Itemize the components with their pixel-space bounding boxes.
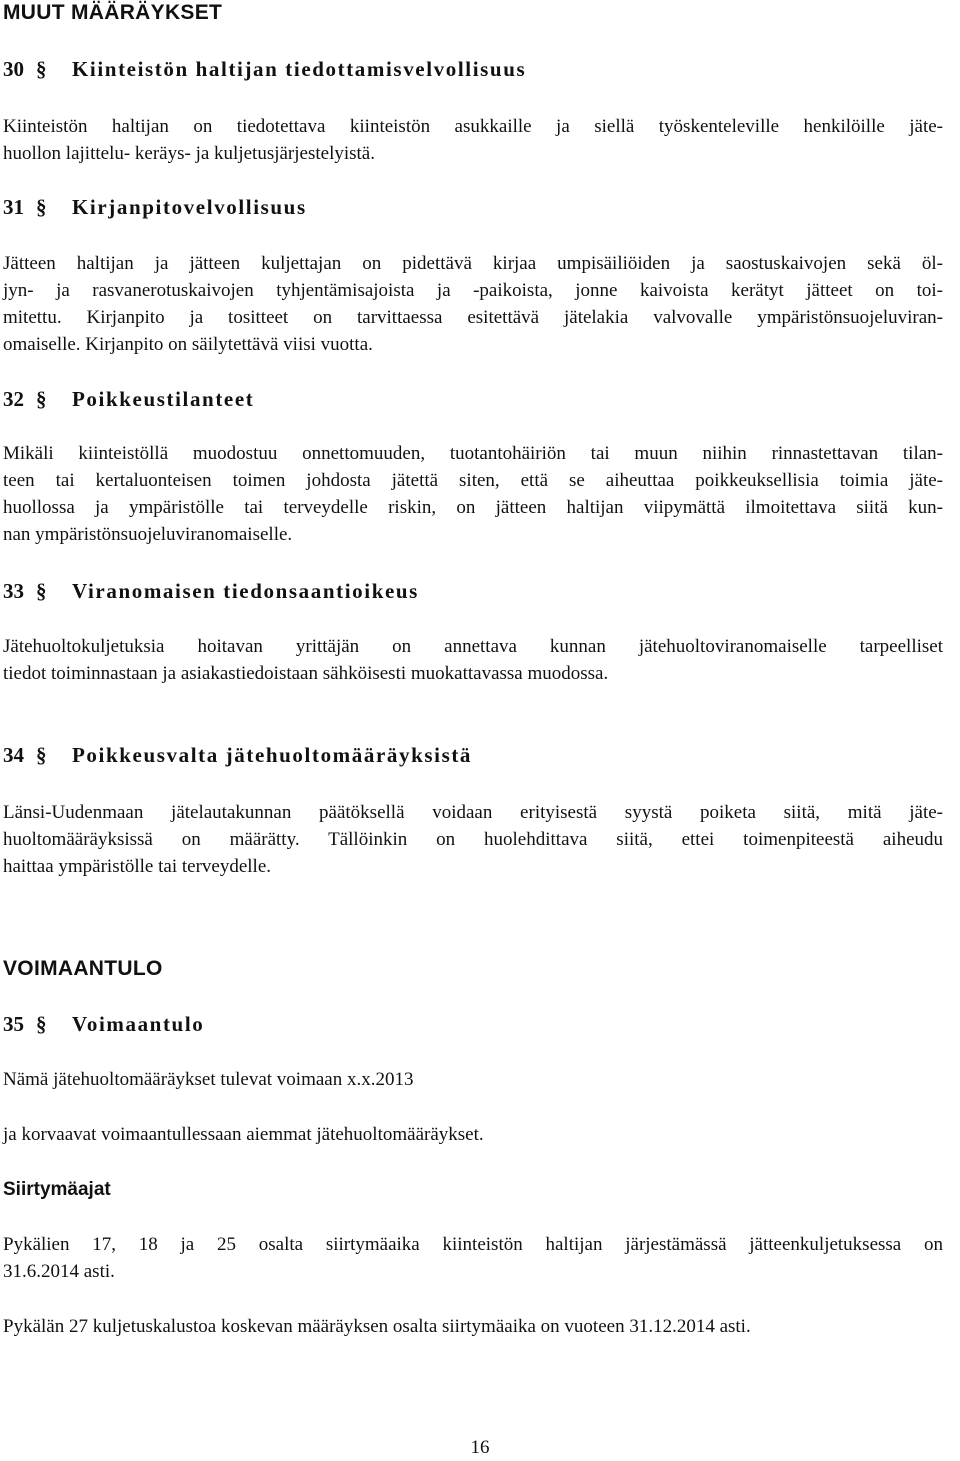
section-number: 32 xyxy=(3,387,24,411)
transition-periods-heading: Siirtymäajat xyxy=(3,1179,111,1200)
text-line: Nämä jätehuoltomääräykset tulevat voimaan x.x.2013 xyxy=(3,1069,414,1090)
text-line: Jätteen haltijan ja jätteen kuljettajan on pidettävä kirjaa umpisäiliöiden ja saostuskaivojen sekä öl- xyxy=(3,253,943,274)
text-line: Mikäli kiinteistöllä muodostuu onnettomuuden, tuotantohäiriön tai muun niihin rinnastettavan tilan- xyxy=(3,443,943,464)
section-title: Kiinteistön haltijan tiedottamisvelvollisuus xyxy=(72,57,527,81)
section-35-paragraph-1 xyxy=(3,1066,943,1093)
section-sign: § xyxy=(36,57,47,81)
text-line: huollossa ja ympäristölle tai terveydelle riskin, on jätteen haltijan viipymättä ilmoitettava siitä kun- xyxy=(3,497,943,518)
page-number: 16 xyxy=(470,1437,490,1458)
text-line: Pykälän 27 kuljetuskalustoa koskevan määräyksen osalta siirtymäaika on vuoteen 31.12.2014 asti. xyxy=(3,1316,751,1337)
text-line: tiedot toiminnastaan ja asiakastiedoistaan sähköisesti muokattavassa muodossa. xyxy=(3,663,609,684)
chapter-heading-voimaantulo: VOIMAANTULO xyxy=(3,957,163,980)
section-title: Poikkeustilanteet xyxy=(72,387,255,411)
section-number: 31 xyxy=(3,195,24,219)
section-sign: § xyxy=(36,743,47,767)
text-line: Pykälien 17, 18 ja 25 osalta siirtymäaika kiinteistön haltijan järjestämässä jätteenkuljetuksessa on xyxy=(3,1234,943,1255)
section-sign: § xyxy=(36,387,47,411)
section-33-heading xyxy=(3,578,943,604)
section-title: Voimaantulo xyxy=(72,1012,205,1036)
section-number: 34 xyxy=(3,743,24,767)
section-35-heading xyxy=(3,1011,943,1037)
section-number: 35 xyxy=(3,1012,24,1036)
section-title: Poikkeusvalta jätehuoltomääräyksistä xyxy=(72,743,473,767)
text-line: Jätehuoltokuljetuksia hoitavan yrittäjän on annettava kunnan jätehuoltoviranomaiselle tarpeelliset xyxy=(3,636,943,657)
section-30-paragraph xyxy=(3,113,943,167)
section-sign: § xyxy=(36,195,47,219)
text-line: huoltomääräyksissä on määrätty. Tällöinkin on huolehdittava siitä, ettei toimenpiteestä aiheudu xyxy=(3,829,943,850)
text-line: jyn- ja rasvanerotuskaivojen tyhjentämisajoista ja -paikoista, jonne kaivoista kerätyt jätteet on toi- xyxy=(3,280,943,301)
text-line: 31.6.2014 asti. xyxy=(3,1261,115,1282)
text-line: omaiselle. Kirjanpito on säilytettävä viisi vuotta. xyxy=(3,334,373,355)
chapter-heading-muut-maaraykset: MUUT MÄÄRÄYKSET xyxy=(3,1,223,24)
text-line: haittaa ympäristölle tai terveydelle. xyxy=(3,856,272,877)
section-33-paragraph xyxy=(3,633,943,687)
section-sign: § xyxy=(36,1012,47,1036)
text-line: Länsi-Uudenmaan jätelautakunnan päätöksellä voidaan erityisestä syystä poiketa siitä, mitä jäte- xyxy=(3,802,943,823)
text-line: Kiinteistön haltijan on tiedotettava kiinteistön asukkaille ja siellä työskenteleville henkilöille jäte- xyxy=(3,116,943,137)
section-30-heading xyxy=(3,56,943,82)
section-32-heading xyxy=(3,386,943,412)
text-line: teen tai kertaluonteisen toimen johdosta jätettä siten, että se aiheuttaa poikkeuksellisia toimia jäte- xyxy=(3,470,943,491)
text-line: ja korvaavat voimaantullessaan aiemmat jätehuoltomääräykset. xyxy=(3,1124,484,1145)
section-title: Kirjanpitovelvollisuus xyxy=(72,195,307,219)
section-number: 30 xyxy=(3,57,24,81)
text-line: huollon lajittelu- keräys- ja kuljetusjärjestelyistä. xyxy=(3,143,375,164)
section-31-heading xyxy=(3,194,943,220)
section-34-paragraph xyxy=(3,799,943,880)
text-line: nan ympäristönsuojeluviranomaiselle. xyxy=(3,524,293,545)
section-31-paragraph xyxy=(3,250,943,358)
transition-periods-paragraph-1 xyxy=(3,1231,943,1285)
section-title: Viranomaisen tiedonsaantioikeus xyxy=(72,579,419,603)
section-32-paragraph xyxy=(3,440,943,548)
text-line: mitettu. Kirjanpito ja tositteet on tarvittaessa esitettävä jätelakia valvovalle ympäristönsuojeluviran- xyxy=(3,307,943,328)
section-34-heading xyxy=(3,742,943,768)
transition-periods-paragraph-2 xyxy=(3,1313,943,1340)
section-number: 33 xyxy=(3,579,24,603)
section-35-paragraph-2 xyxy=(3,1121,943,1148)
section-sign: § xyxy=(36,579,47,603)
